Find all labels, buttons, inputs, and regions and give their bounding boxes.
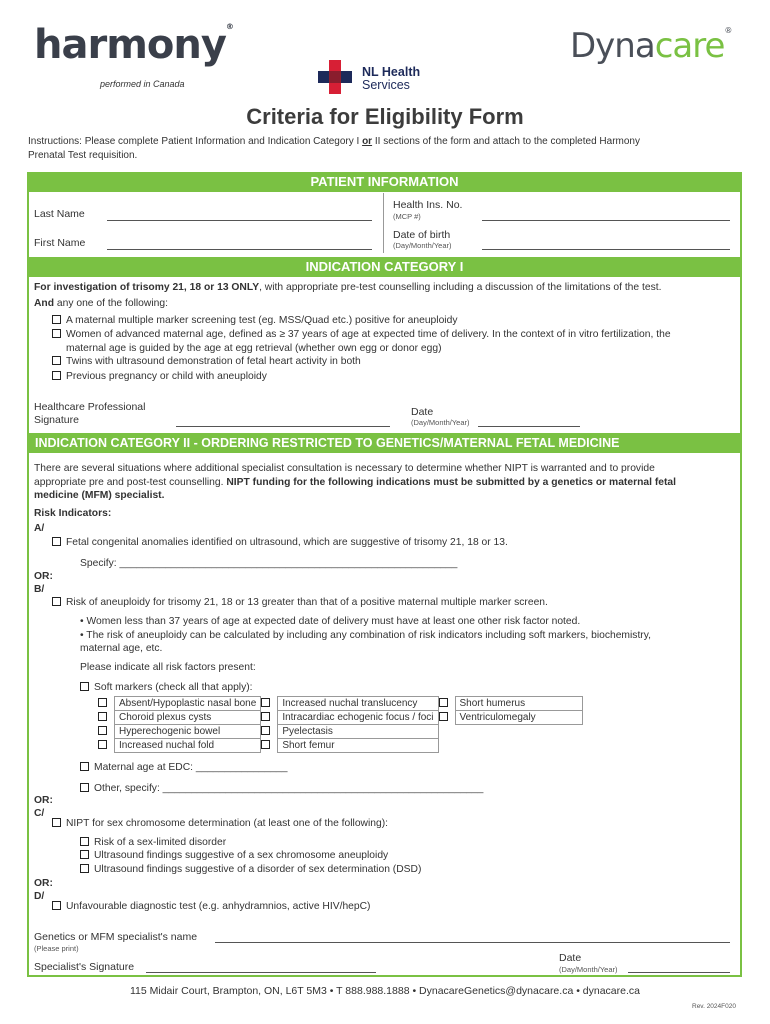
- cat1-option-1: A maternal multiple marker screening test (eg. MSS/Quad etc.) positive for aneuploidy: [52, 314, 457, 328]
- a-label: A/: [34, 523, 45, 534]
- cat1-date-sub: (Day/Month/Year): [411, 418, 470, 427]
- instructions: Instructions: Please complete Patient Information and Indication Category I or II sections of the form and attach to the completed Harmony Prenatal Test requisition.: [28, 136, 640, 161]
- checkbox[interactable]: [98, 726, 107, 735]
- or-3: OR:: [34, 878, 53, 889]
- last-name-label: Last Name: [34, 208, 85, 220]
- checkbox[interactable]: [261, 698, 270, 707]
- health-ins-label: Health Ins. No.: [393, 199, 463, 211]
- checkbox[interactable]: [98, 698, 107, 707]
- c-label: C/: [34, 808, 45, 819]
- cat1-and: And any one of the following:: [34, 298, 168, 309]
- b-label: B/: [34, 584, 45, 595]
- footer-contact: 115 Midair Court, Brampton, ON, L6T 5M3 • T 888.988.1888 • DynacareGenetics@dynacare.ca • dynacare.ca: [129, 985, 640, 997]
- tagline: performed in Canada: [100, 79, 185, 89]
- checkbox[interactable]: [52, 818, 61, 827]
- marker: Pyelectasis: [278, 725, 438, 739]
- or-2: OR:: [34, 795, 53, 806]
- checkbox[interactable]: [52, 356, 61, 365]
- c-option: NIPT for sex chromosome determination (at least one of the following):: [52, 817, 388, 831]
- checkbox[interactable]: [80, 682, 89, 691]
- c-sub-1: Risk of a sex-limited disorder: [80, 836, 226, 850]
- or-1: OR:: [34, 571, 53, 582]
- nl-health-name: NL Health Services: [362, 65, 421, 92]
- cat1-intro: For investigation of trisomy 21, 18 or 13 ONLY, with appropriate pre-test counselling including a discussion of the limitations of the test.: [34, 282, 662, 293]
- cat2-intro: There are several situations where additional specialist consultation is necessary to determine whether NIPT is warranted and to provide appropriate pre and post-test counselling. NIPT funding for the following indications must be submitted by a genetics or maternal fetal medicine (MFM) specialist.: [34, 463, 676, 501]
- checkbox[interactable]: [52, 329, 61, 338]
- cat1-option-4: Previous pregnancy or child with aneuploidy: [52, 370, 267, 384]
- b-bullet-2: • The risk of aneuploidy can be calculated by including any combination of risk indicators including soft markers, biochemistry,: [80, 630, 651, 641]
- marker: Increased nuchal translucency: [278, 697, 438, 711]
- patient-info-heading: PATIENT INFORMATION: [27, 172, 742, 192]
- dob-label: Date of birth: [393, 229, 451, 241]
- marker: Hyperechogenic bowel: [115, 725, 261, 739]
- checkbox[interactable]: [52, 597, 61, 606]
- marker: Choroid plexus cysts: [115, 711, 261, 725]
- dob-sub: (Day/Month/Year): [393, 241, 452, 250]
- last-name-field[interactable]: [107, 220, 372, 221]
- checkbox[interactable]: [80, 762, 89, 771]
- marker: Increased nuchal fold: [115, 739, 261, 753]
- marker: Ventriculomegaly: [455, 711, 582, 725]
- c-sub-2: Ultrasound findings suggestive of a sex chromosome aneuploidy: [80, 849, 388, 863]
- checkbox[interactable]: [80, 864, 89, 873]
- cat2-date-label: Date: [559, 952, 582, 964]
- checkbox[interactable]: [261, 726, 270, 735]
- checkbox[interactable]: [52, 537, 61, 546]
- checkbox[interactable]: [439, 698, 448, 707]
- a-specify[interactable]: Specify: ___________________________________________________________: [80, 558, 458, 569]
- b-option: Risk of aneuploidy for trisomy 21, 18 or 13 greater than that of a positive maternal multiple marker screen.: [52, 596, 548, 610]
- category-2-heading: INDICATION CATEGORY II - ORDERING RESTRICTED TO GENETICS/MATERNAL FETAL MEDICINE: [27, 433, 742, 453]
- b-bullet-2-cont: maternal age, etc.: [80, 643, 163, 654]
- d-label: D/: [34, 891, 45, 902]
- specialist-signature-label: Specialist's Signature: [34, 961, 135, 973]
- please-indicate: Please indicate all risk factors present:: [80, 662, 256, 673]
- health-ins-field[interactable]: [482, 220, 730, 221]
- a-option: Fetal congenital anomalies identified on ultrasound, which are suggestive of trisomy 21, 18 or 13.: [52, 536, 508, 550]
- first-name-field[interactable]: [107, 249, 372, 250]
- category-1-heading: INDICATION CATEGORY I: [27, 257, 742, 277]
- hcp-signature-label-1: Healthcare Professional: [34, 401, 146, 413]
- dynacare-logo: Dynacare®: [570, 26, 732, 66]
- other-specify: Other, specify: ________________________________________________________: [80, 782, 483, 796]
- soft-markers: Soft markers (check all that apply):: [80, 681, 253, 695]
- marker: Intracardiac echogenic focus / foci: [278, 711, 438, 725]
- harmony-logo: harmony®: [34, 22, 233, 68]
- first-name-label: First Name: [34, 237, 86, 249]
- page-title: Criteria for Eligibility Form: [246, 104, 524, 129]
- marker: Short femur: [278, 739, 438, 753]
- risk-indicators-label: Risk Indicators:: [34, 508, 112, 519]
- cat2-date-field[interactable]: [628, 972, 730, 973]
- marker: Absent/Hypoplastic nasal bone: [115, 697, 261, 711]
- specialist-name-field[interactable]: [215, 942, 730, 943]
- please-print: (Please print): [34, 944, 79, 953]
- cat1-option-3: Twins with ultrasound demonstration of fetal heart activity in both: [52, 355, 361, 369]
- cat1-option-2-cont: maternal age is guided by the age at egg retrieval (whether own egg or donor egg): [66, 343, 442, 354]
- checkbox[interactable]: [52, 315, 61, 324]
- marker: Short humerus: [455, 697, 582, 711]
- cat1-option-2: Women of advanced maternal age, defined as ≥ 37 years of age at expected time of delivery. In the context of in vitro fertilization, the: [52, 328, 742, 342]
- checkbox[interactable]: [98, 740, 107, 749]
- checkbox[interactable]: [52, 901, 61, 910]
- health-ins-sub: (MCP #): [393, 212, 421, 221]
- b-bullet-1: • Women less than 37 years of age at expected date of delivery must have at least one other risk factor noted.: [80, 616, 581, 627]
- checkbox[interactable]: [80, 850, 89, 859]
- cat1-date-field[interactable]: [478, 426, 580, 427]
- checkbox[interactable]: [80, 837, 89, 846]
- d-option: Unfavourable diagnostic test (e.g. anhydramnios, active HIV/hepC): [52, 900, 371, 914]
- checkbox[interactable]: [261, 712, 270, 721]
- dob-field[interactable]: [482, 249, 730, 250]
- divider: [383, 193, 384, 253]
- checkbox[interactable]: [261, 740, 270, 749]
- maternal-age: Maternal age at EDC: ________________: [80, 761, 288, 775]
- checkbox[interactable]: [80, 783, 89, 792]
- nl-health-logo-icon: [318, 60, 352, 94]
- cat1-date-label: Date: [411, 406, 434, 418]
- cat2-date-sub: (Day/Month/Year): [559, 965, 618, 974]
- c-sub-3: Ultrasound findings suggestive of a disorder of sex determination (DSD): [80, 863, 421, 877]
- hcp-signature-field[interactable]: [176, 426, 390, 427]
- checkbox[interactable]: [98, 712, 107, 721]
- specialist-name-label: Genetics or MFM specialist's name: [34, 931, 198, 943]
- checkbox[interactable]: [52, 371, 61, 380]
- revision: Rev. 2024F020: [692, 1003, 736, 1010]
- checkbox[interactable]: [439, 712, 448, 721]
- specialist-signature-field[interactable]: [146, 972, 376, 973]
- hcp-signature-label-2: Signature: [34, 414, 79, 426]
- soft-markers-table: [98, 696, 583, 753]
